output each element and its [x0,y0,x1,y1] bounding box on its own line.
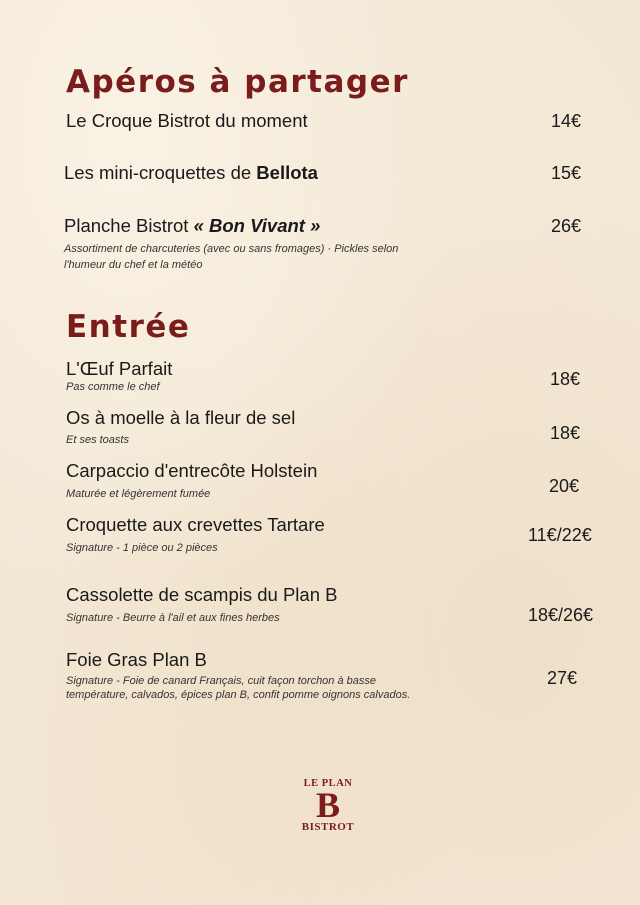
menu-item-description: Pas comme le chef [66,381,160,393]
menu-item-name: Foie Gras Plan B [66,649,207,670]
menu-item-price: 11€/22€ [528,525,592,545]
menu-item-name [64,162,318,184]
menu-item-description: Signature - Beurre à l'ail et aux fines herbes [66,612,280,624]
logo-line1: LE PLAN [303,778,353,789]
menu-item-name [64,215,320,237]
menu-item-name: Cassolette de scampis du Plan B [66,584,338,605]
menu-item-name: Carpaccio d'entrecôte Holstein [66,460,318,481]
menu-item-description: Signature - 1 pièce ou 2 pièces [66,542,218,554]
menu-item-price: 18€ [550,423,581,443]
menu-item-price: 14€ [551,111,582,131]
menu-item-price: 26€ [551,216,582,236]
menu-item-description: Signature - Foie de canard Français, cuit façon torchon à basse [66,675,377,687]
menu-item-price: 18€/26€ [528,605,594,625]
menu-item-price: 27€ [547,668,578,688]
section-title-aperos: Apéros à partager [66,64,409,100]
name-bold-text: Bellota [256,162,318,183]
menu-item-description: température, calvados, épices plan B, confit pomme oignons calvados. [66,689,411,701]
name-text: Les mini-croquettes de [64,162,257,183]
name-bold-italic-text: « Bon Vivant » [193,215,321,236]
restaurant-logo [290,778,366,833]
name-text: Planche Bistrot [64,215,194,236]
menu-item-price: 18€ [550,369,581,389]
logo-letter: B [315,785,340,825]
menu-item-name: Os à moelle à la fleur de sel [66,407,296,428]
logo-line2: BISTROT [301,821,355,833]
menu-item-name: L'Œuf Parfait [66,358,173,379]
menu-item-price: 20€ [549,476,580,496]
menu-item-price: 15€ [551,163,582,183]
section-title-entree: Entrée [66,309,191,345]
menu-item-name: Le Croque Bistrot du moment [66,110,308,131]
menu-item-description: l'humeur du chef et la météo [64,259,203,271]
menu-item-description: Assortiment de charcuteries (avec ou sans fromages) · Pickles selon [64,243,399,255]
menu-item-description: Et ses toasts [66,434,129,446]
menu-item-description: Maturée et légèrement fumée [66,488,211,500]
menu-item-name: Croquette aux crevettes Tartare [66,514,325,535]
